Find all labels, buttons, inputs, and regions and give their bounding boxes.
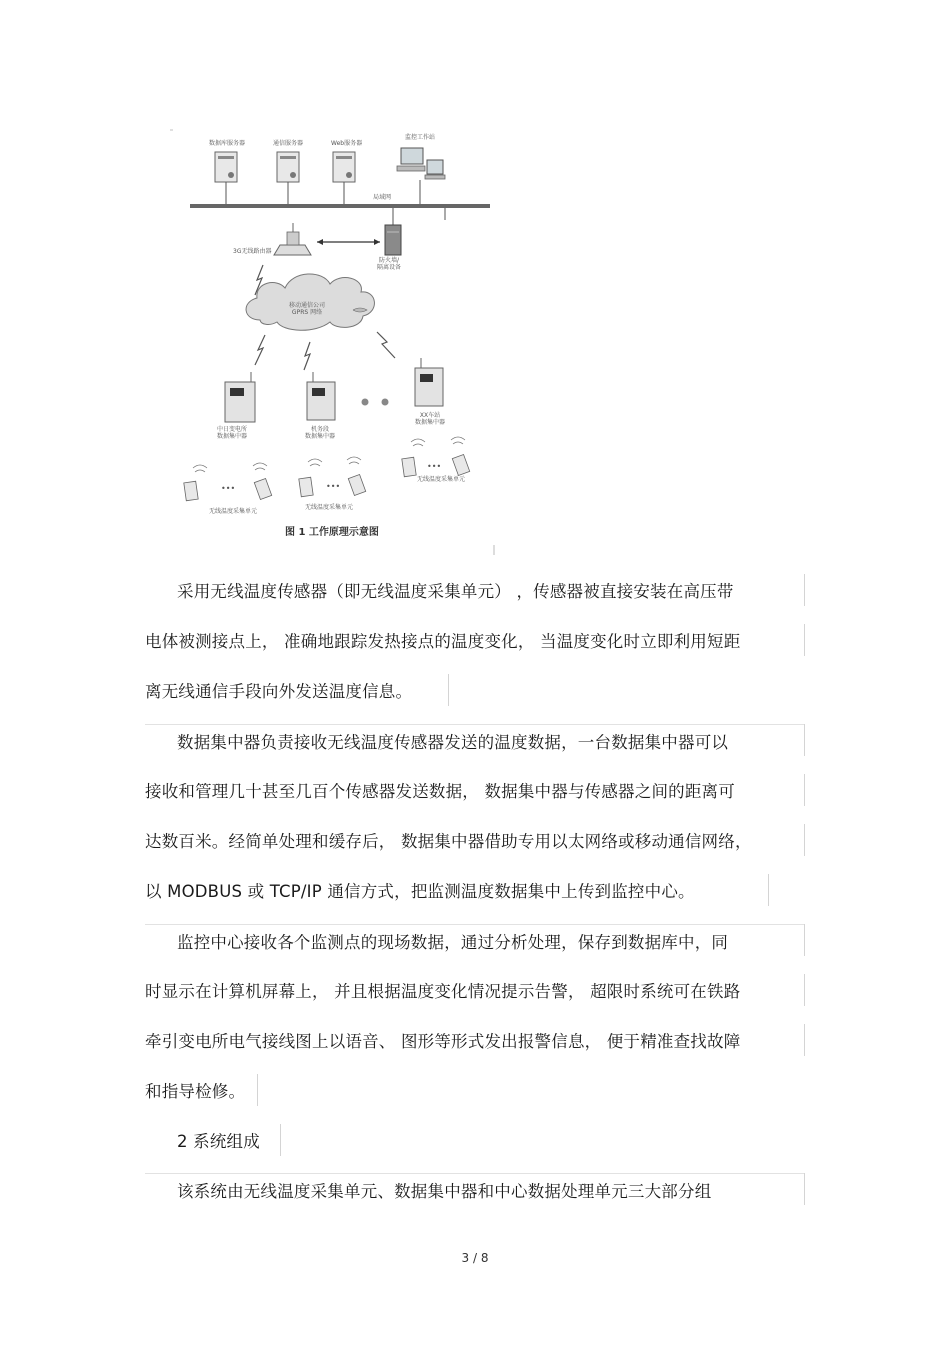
- divider: [145, 724, 805, 725]
- paragraph-line: 数据集中器负责接收无线温度传感器发送的温度数据，一台数据集中器可以: [177, 733, 729, 752]
- section-heading: 2 系统组成: [177, 1132, 260, 1151]
- firewall-device-icon: [385, 225, 401, 255]
- divider: [257, 1074, 258, 1106]
- ellipsis: •••: [326, 482, 341, 491]
- divider: [804, 624, 805, 656]
- label-workstation: 监控工作站: [405, 134, 436, 141]
- divider: [804, 1173, 805, 1205]
- divider: [280, 1124, 281, 1156]
- divider: [804, 974, 805, 1006]
- divider: [448, 674, 449, 706]
- paragraph-line: 电体被测接点上， 准确地跟踪发热接点的温度变化， 当温度变化时立即利用短距: [145, 632, 741, 651]
- figure-caption: 图 1 工作原理示意图: [285, 527, 379, 538]
- wireless-sensor-icon: [347, 457, 366, 496]
- paragraph-line: 离无线通信手段向外发送温度信息。: [145, 682, 413, 701]
- wireless-signal-icon: [255, 335, 265, 365]
- divider: [804, 824, 805, 856]
- divider: [768, 874, 769, 906]
- data-concentrator-icon: [415, 358, 443, 406]
- paragraph-line: 和指导检修。: [145, 1082, 246, 1101]
- ellipsis: •••: [221, 484, 236, 493]
- wireless-sensor-icon: [184, 465, 207, 501]
- label-sensor-c: 无线温度采集单元: [417, 476, 466, 483]
- paragraph-line: 时显示在计算机屏幕上， 并且根据温度变化情况提示告警， 超限时系统可在铁路: [145, 982, 741, 1001]
- label-concentrator-b: 机务段 数据集中器: [305, 426, 336, 441]
- paragraph-line: 该系统由无线温度采集单元、数据集中器和中心数据处理单元三大部分组: [177, 1182, 712, 1201]
- label-web-server: Web服务器: [331, 140, 363, 147]
- database-server-icon: [215, 152, 237, 182]
- paragraph-line: 接收和管理几十甚至几百个传感器发送数据， 数据集中器与传感器之间的距离可: [145, 782, 735, 801]
- wireless-sensor-icon: [451, 437, 470, 476]
- divider: [145, 1173, 805, 1174]
- ellipsis: •••: [427, 462, 442, 471]
- page-number: 3 / 8: [461, 1251, 489, 1265]
- label-concentrator-c: XX车站 数据集中器: [415, 412, 446, 427]
- label-gprs-network: 移动通信公司 GPRS 网络: [289, 302, 326, 317]
- wireless-sensor-icon: [402, 439, 425, 477]
- label-firewall: 防火墙/ 隔离设备: [377, 257, 402, 272]
- communication-server-icon: [277, 152, 299, 182]
- divider: [804, 574, 805, 606]
- divider: [145, 924, 805, 925]
- paragraph-line: 监控中心接收各个监测点的现场数据，通过分析处理，保存到数据库中，同: [177, 933, 729, 952]
- divider: [804, 774, 805, 806]
- label-communication-server: 通信服务器: [273, 140, 304, 147]
- label-router: 3G无线路由器: [233, 248, 272, 255]
- network-diagram: [165, 120, 500, 560]
- data-concentrator-icon: [225, 372, 255, 422]
- lan-bus: [190, 204, 490, 208]
- label-lan: 局域网: [373, 194, 392, 201]
- divider: [804, 1024, 805, 1056]
- label-sensor-a: 无线温度采集单元: [209, 508, 258, 515]
- web-server-icon: [333, 152, 355, 182]
- ellipsis-dot: [382, 399, 389, 406]
- divider: [804, 924, 805, 956]
- label-sensor-b: 无线温度采集单元: [305, 504, 354, 511]
- paragraph-line: 牵引变电所电气接线图上以语音、 图形等形式发出报警信息， 便于精准查找故障: [145, 1032, 741, 1051]
- wireless-sensor-icon: [253, 463, 272, 500]
- paragraph-line: 以 MODBUS 或 TCP/IP 通信方式，把监测温度数据集中上传到监控中心。: [145, 882, 695, 901]
- label-database-server: 数据库服务器: [209, 140, 246, 147]
- ellipsis-dot: [362, 399, 369, 406]
- divider: [804, 724, 805, 756]
- wireless-sensor-icon: [299, 459, 322, 497]
- figure-working-principle: [165, 120, 500, 560]
- paragraph-line: 达数百米。经简单处理和缓存后， 数据集中器借助专用以太网络或移动通信网络，: [145, 832, 752, 851]
- monitoring-workstation-icon: [397, 148, 445, 179]
- data-concentrator-icon: [307, 372, 335, 420]
- label-concentrator-a: 中日变电所 数据集中器: [217, 426, 248, 441]
- wireless-signal-icon: [304, 342, 310, 370]
- wireless-signal-icon: [377, 332, 395, 358]
- paragraph-line: 采用无线温度传感器（即无线温度采集单元） ，传感器被直接安装在高压带: [177, 582, 734, 601]
- wireless-router-icon: [274, 223, 311, 255]
